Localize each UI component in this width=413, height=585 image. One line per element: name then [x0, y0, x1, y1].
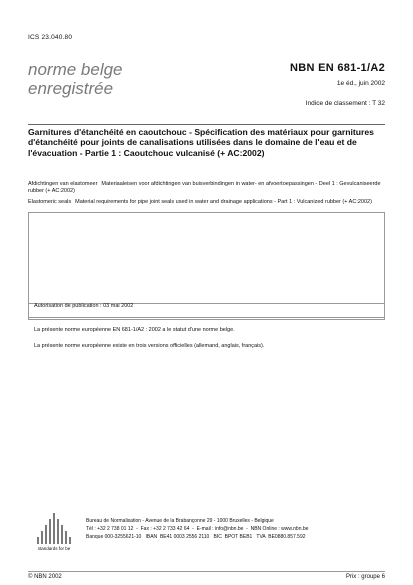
nbn-logo-icon	[32, 510, 76, 548]
title-english-label: Elastomeric seals	[28, 199, 72, 205]
header-divider	[28, 124, 385, 125]
brand-title	[28, 60, 123, 98]
price-group: Prix : groupe 6	[345, 574, 385, 580]
publication-authorization: Autorisation de publication : 03 mai 2002	[34, 303, 134, 309]
title-dutch-text: Materiaaleisen voor afdichtingen van buisverbindingen in water- en afvoertoepassingen - Deel 1 : Gevulcaniseerde rubber (+ AC:2002)	[28, 181, 381, 194]
standard-number: NBN EN 681-1/A2	[290, 62, 385, 74]
title-dutch	[28, 181, 386, 194]
edition-date: 1e éd., juin 2002	[336, 80, 385, 87]
address-line-1: Bureau de Normalisation - Avenue de la Brabançonne 29 - 1000 Bruxelles - Belgique	[86, 518, 274, 524]
document-title: Garnitures d'étanchéité en caoutchouc - Spécification des matériaux pour garnitures d'étanchéité pour joints de canalisations utilisées dans le domaine de l'eau et de l'évacuation - Partie 1 : Caoutchouc vulcanisé (+ AC:2002)	[28, 127, 374, 158]
brand-line-2: enregistrée	[28, 79, 114, 98]
address-line-3: Banque 000-3255621-10 IBAN BE41 0003 2556 2110 BIC BPOT BEB1 TVA BE0880.857.592	[86, 534, 306, 540]
title-dutch-label: Afdichtingen van elastomeer	[28, 181, 98, 187]
info-box-upper	[28, 212, 385, 304]
address-line-2: Tél : +32 2 738 01 12 - Fax : +32 2 733 42 64 - E-mail : info@nbn.be - NBN Online : www.nbn.be	[86, 526, 309, 532]
brand-line-1: norme belge	[28, 60, 123, 79]
title-english	[28, 199, 386, 206]
status-statement: La présente norme européenne EN 681-1/A2 : 2002 a le statut d'une norme belge.	[34, 327, 235, 333]
ics-code: ICS 23.040.80	[28, 34, 73, 41]
versions-statement: La présente norme européenne existe en trois versions officielles (allemand, anglais, français).	[34, 343, 265, 349]
title-english-text: Material requirements for pipe joint seals used in water and drainage applications - Part 1 : Vulcanized rubber (+ AC:2002)	[75, 199, 372, 205]
footer-divider	[28, 571, 385, 572]
logo-caption: standards for be	[37, 546, 71, 551]
authorization-divider	[28, 317, 385, 318]
classification-index: Indice de classement : T 32	[305, 100, 385, 107]
copyright: © NBN 2002	[28, 574, 62, 580]
nbn-address	[86, 517, 308, 541]
